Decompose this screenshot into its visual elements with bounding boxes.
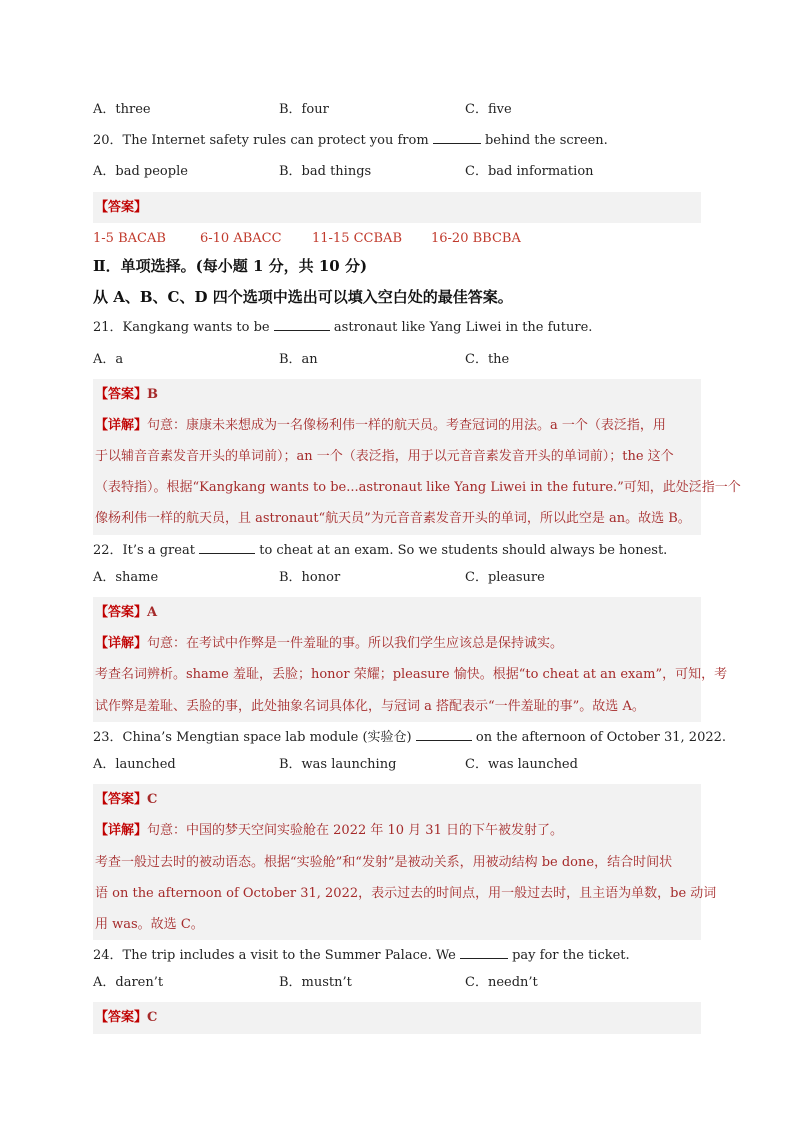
q23-blank xyxy=(416,726,472,741)
q23-option-c: C．was launched xyxy=(465,756,578,772)
q24-stem xyxy=(93,940,701,971)
q21-answer: B xyxy=(147,386,159,402)
q20-stem-before: 20．The Internet safety rules can protect you from xyxy=(93,133,429,149)
q22-detail-text: 句意：在考试中作弊是一件羞耻的事。所以我们学生应该总是保持诚实。 xyxy=(147,636,564,652)
q19-option-c: C．five xyxy=(465,102,512,117)
q20-option-b: B．bad things xyxy=(279,164,372,180)
q19-option-a: A．three xyxy=(93,102,151,117)
q24-answer: C xyxy=(147,1010,158,1026)
answer-label: 【答案】 xyxy=(95,792,148,808)
q19-option-b: B．four xyxy=(279,102,329,117)
q20-option-a: A．bad people xyxy=(93,164,188,180)
q22-answer-block xyxy=(93,597,728,722)
q22-detail-line: 试作弊是羞耻、丢脸的事，此处抽象名词具体化，与冠词 a 搭配表示“一件羞耻的事”。故选 A。 xyxy=(95,698,645,714)
q21-option-a: A．a xyxy=(93,351,124,367)
q22-option-c: C．pleasure xyxy=(465,569,545,585)
detail-label: 【详解】 xyxy=(95,636,148,652)
q24-option-b: B．mustn’t xyxy=(279,975,352,991)
exam-content xyxy=(93,98,741,1034)
q21-detail-line: （表特指）。根据“Kangkang wants to be...astronaut like Yang Liwei in the future.”可知，此处泛指一个 xyxy=(95,480,741,496)
q20-stem xyxy=(93,129,701,160)
section1-answer-block xyxy=(93,192,701,223)
q19-options xyxy=(93,98,701,129)
q22-option-a: A．shame xyxy=(93,569,159,585)
q23-detail-text: 句意：中国的梦天空间实验舱在 2022 年 10 月 31 日的下午被发射了。 xyxy=(147,823,563,839)
section1-answer-row xyxy=(93,192,701,223)
q24-stem-before: 24．The trip includes a visit to the Summer Palace. We xyxy=(93,948,456,964)
section2-instruction: 从 A、B、C、D 四个选项中选出可以填入空白处的最佳答案。 xyxy=(93,288,513,307)
q22-detail-line: 考查名词辨析。shame 羞耻，丢脸；honor 荣耀；pleasure 愉快。根据“to cheat at an exam”，可知，考 xyxy=(95,667,728,683)
q24-answer-block xyxy=(93,1002,701,1033)
answer-label: 【答案】 xyxy=(95,199,148,215)
q23-detail-line: 语 on the afternoon of October 31, 2022，表示过去的时间点，用一般过去时，且主语为单数，be 动词 xyxy=(95,885,717,901)
q20-stem-after: behind the screen. xyxy=(484,133,608,149)
q20-options xyxy=(93,160,701,191)
q21-answer-block xyxy=(93,379,741,535)
q23-answer: C xyxy=(147,792,158,808)
q21-answer-row xyxy=(93,379,701,410)
answer-label: 【答案】 xyxy=(95,605,148,620)
q24-answer-row xyxy=(93,1002,701,1033)
q23-stem-before: 23．China’s Mengtian space lab module (实验仓) xyxy=(93,729,412,745)
q24-stem-after: pay for the ticket. xyxy=(512,948,630,964)
answer-label: 【答案】 xyxy=(95,1010,148,1026)
q20-option-c: C．bad information xyxy=(465,164,594,180)
q23-detail-line xyxy=(93,815,701,846)
q23-stem xyxy=(93,722,727,753)
q21-blank xyxy=(274,316,330,331)
q22-options xyxy=(93,566,701,597)
q24-option-c: C．needn’t xyxy=(465,975,538,991)
q23-option-b: B．was launching xyxy=(279,756,397,772)
q21-stem-after: astronaut like Yang Liwei in the future. xyxy=(333,320,593,336)
q23-options xyxy=(93,753,701,784)
q23-answer-block xyxy=(93,784,717,940)
q21-stem xyxy=(93,316,701,347)
q21-detail-line xyxy=(93,410,701,441)
q21-option-b: B．an xyxy=(279,351,318,367)
q21-options xyxy=(93,348,701,379)
q22-detail-line xyxy=(93,628,701,659)
answer-key-11-15: 11-15 CCBAB xyxy=(312,230,402,246)
q23-detail-line: 用 was。故选 C。 xyxy=(95,916,204,932)
answer-key-6-10: 6-10 ABACC xyxy=(200,230,282,246)
q22-stem xyxy=(93,535,701,566)
q21-option-c: C．the xyxy=(465,351,510,367)
q24-option-a: A．daren’t xyxy=(93,975,164,991)
q23-answer-row xyxy=(93,784,701,815)
q22-blank xyxy=(199,539,255,554)
q21-stem-before: 21．Kangkang wants to be xyxy=(93,320,270,336)
q23-stem-after: on the afternoon of October 31, 2022. xyxy=(475,729,727,745)
detail-label: 【详解】 xyxy=(95,823,148,839)
q22-answer: A xyxy=(147,605,158,620)
q22-answer-row xyxy=(93,597,701,628)
answer-key-1-5: 1-5 BACAB xyxy=(93,230,166,246)
q23-detail-line: 考查一般过去时的被动语态。根据“实验舱”和“发射”是被动关系，用被动结构 be done，结合时间状 xyxy=(95,854,673,870)
q21-detail-text: 句意：康康未来想成为一名像杨利伟一样的航天员。考查冠词的用法。a 一个（表泛指，用 xyxy=(147,417,666,433)
q24-options xyxy=(93,971,701,1002)
q22-stem-after: to cheat at an exam. So we students should always be honest. xyxy=(259,542,668,558)
q21-detail-line: 于以辅音音素发音开头的单词前）；an 一个（表泛指，用于以元音音素发音开头的单词前）；the 这个 xyxy=(95,449,674,465)
answer-label: 【答案】 xyxy=(95,386,148,402)
q23-option-a: A．launched xyxy=(93,756,176,772)
section1-answer-key xyxy=(93,223,701,254)
q20-blank xyxy=(433,129,481,144)
answer-key-16-20: 16-20 BBCBA xyxy=(431,230,521,246)
q24-blank xyxy=(460,944,508,959)
q21-detail-line: 像杨利伟一样的航天员，且 astronaut“航天员”为元音音素发音开头的单词，所以此空是 an。故选 B。 xyxy=(95,511,691,527)
detail-label: 【详解】 xyxy=(95,417,148,433)
q22-option-b: B．honor xyxy=(279,569,341,585)
section2-title: Ⅱ．单项选择。(每小题 1 分，共 10 分) xyxy=(93,256,368,275)
q22-stem-before: 22．It’s a great xyxy=(93,542,195,558)
